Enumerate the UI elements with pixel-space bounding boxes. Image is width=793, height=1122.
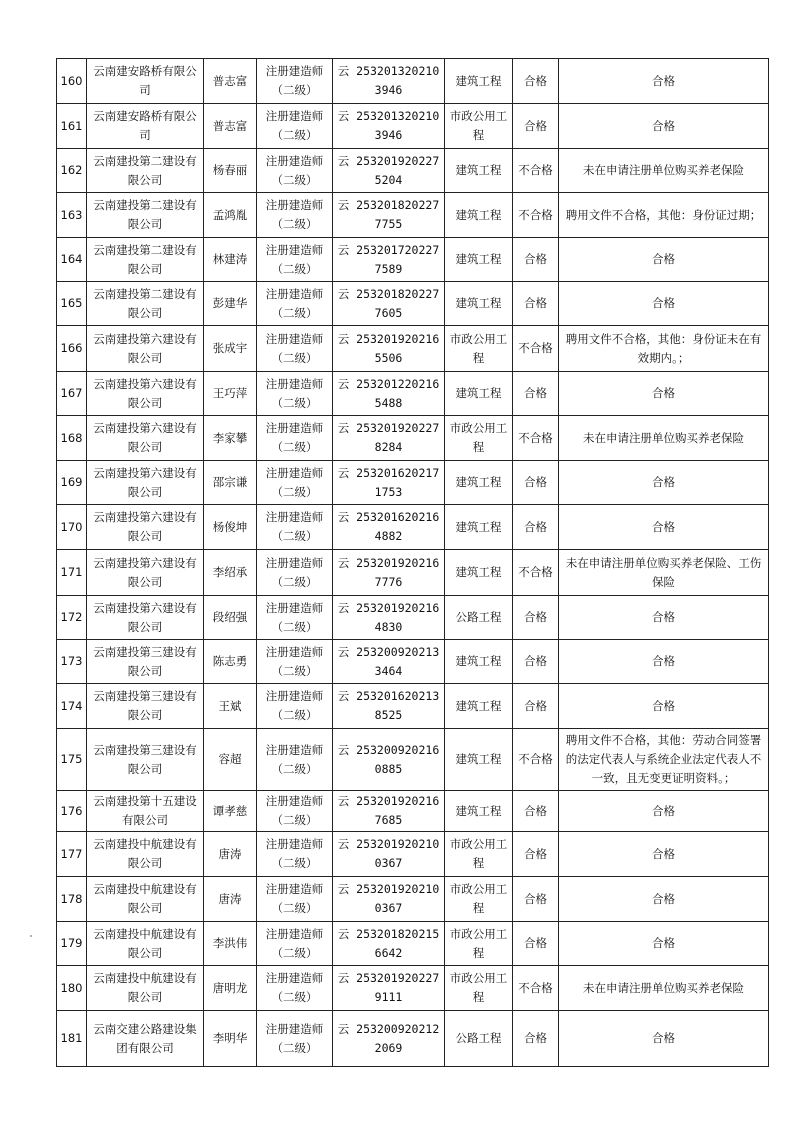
major-cell: 建筑工程 bbox=[445, 193, 513, 238]
person-name-cell: 孟鸿胤 bbox=[204, 193, 257, 238]
remark-cell: 合格 bbox=[559, 684, 769, 729]
company-cell: 云南建投中航建设有限公司 bbox=[87, 922, 204, 966]
company-cell: 云南建安路桥有限公司 bbox=[87, 59, 204, 104]
qualification-cell: 注册建造师（二级） bbox=[257, 791, 333, 832]
result-cell: 合格 bbox=[513, 791, 559, 832]
qualification-cell: 注册建造师（二级） bbox=[257, 282, 333, 326]
remark-cell: 未在申请注册单位购买养老保险、工伤保险 bbox=[559, 550, 769, 596]
qualification-cell: 注册建造师（二级） bbox=[257, 684, 333, 729]
row-number: 179 bbox=[57, 922, 87, 966]
company-cell: 云南建投第六建设有限公司 bbox=[87, 550, 204, 596]
table-row bbox=[57, 791, 769, 832]
table-row bbox=[57, 877, 769, 922]
table-row bbox=[57, 550, 769, 596]
person-name-cell: 普志富 bbox=[204, 104, 257, 149]
qualification-cell: 注册建造师（二级） bbox=[257, 1011, 333, 1067]
major-cell: 建筑工程 bbox=[445, 550, 513, 596]
certificate-number-cell: 云 2532013202103946 bbox=[333, 104, 445, 149]
company-cell: 云南建投第六建设有限公司 bbox=[87, 326, 204, 372]
result-cell: 合格 bbox=[513, 922, 559, 966]
remark-cell: 未在申请注册单位购买养老保险 bbox=[559, 966, 769, 1011]
certificate-number-cell: 云 2532019202100367 bbox=[333, 832, 445, 877]
certificate-number-cell: 云 2532019202167685 bbox=[333, 791, 445, 832]
qualification-cell: 注册建造师（二级） bbox=[257, 505, 333, 550]
major-cell: 公路工程 bbox=[445, 1011, 513, 1067]
result-cell: 合格 bbox=[513, 877, 559, 922]
result-cell: 合格 bbox=[513, 505, 559, 550]
table-row bbox=[57, 149, 769, 193]
certificate-number-cell: 云 2532019202164830 bbox=[333, 596, 445, 640]
company-cell: 云南建投第三建设有限公司 bbox=[87, 684, 204, 729]
qualification-cell: 注册建造师（二级） bbox=[257, 416, 333, 461]
table-row bbox=[57, 966, 769, 1011]
result-cell: 合格 bbox=[513, 104, 559, 149]
result-cell: 不合格 bbox=[513, 966, 559, 1011]
company-cell: 云南建投第二建设有限公司 bbox=[87, 193, 204, 238]
certificate-number-cell: 云 2532019202279111 bbox=[333, 966, 445, 1011]
person-name-cell: 王巧萍 bbox=[204, 372, 257, 416]
result-cell: 合格 bbox=[513, 461, 559, 505]
major-cell: 市政公用工程 bbox=[445, 966, 513, 1011]
row-number: 178 bbox=[57, 877, 87, 922]
scan-speck bbox=[30, 935, 32, 937]
row-number: 166 bbox=[57, 326, 87, 372]
major-cell: 建筑工程 bbox=[445, 238, 513, 282]
company-cell: 云南建安路桥有限公司 bbox=[87, 104, 204, 149]
company-cell: 云南建投第六建设有限公司 bbox=[87, 372, 204, 416]
table-row bbox=[57, 282, 769, 326]
certificate-number-cell: 云 2532019202278284 bbox=[333, 416, 445, 461]
qualification-cell: 注册建造师（二级） bbox=[257, 877, 333, 922]
result-cell: 合格 bbox=[513, 238, 559, 282]
person-name-cell: 李绍承 bbox=[204, 550, 257, 596]
table-row bbox=[57, 104, 769, 149]
person-name-cell: 容超 bbox=[204, 729, 257, 791]
person-name-cell: 彭建华 bbox=[204, 282, 257, 326]
row-number: 177 bbox=[57, 832, 87, 877]
row-number: 162 bbox=[57, 149, 87, 193]
company-cell: 云南建投第六建设有限公司 bbox=[87, 505, 204, 550]
qualification-cell: 注册建造师（二级） bbox=[257, 104, 333, 149]
row-number: 168 bbox=[57, 416, 87, 461]
major-cell: 建筑工程 bbox=[445, 461, 513, 505]
result-cell: 合格 bbox=[513, 832, 559, 877]
person-name-cell: 唐涛 bbox=[204, 832, 257, 877]
certificate-number-cell: 云 2532018202277755 bbox=[333, 193, 445, 238]
row-number: 164 bbox=[57, 238, 87, 282]
remark-cell: 未在申请注册单位购买养老保险 bbox=[559, 416, 769, 461]
certificate-number-cell: 云 2532009202122069 bbox=[333, 1011, 445, 1067]
result-cell: 合格 bbox=[513, 1011, 559, 1067]
row-number: 175 bbox=[57, 729, 87, 791]
company-cell: 云南建投第二建设有限公司 bbox=[87, 238, 204, 282]
result-cell: 合格 bbox=[513, 596, 559, 640]
remark-cell: 合格 bbox=[559, 238, 769, 282]
result-cell: 合格 bbox=[513, 59, 559, 104]
result-cell: 合格 bbox=[513, 640, 559, 684]
certificate-number-cell: 云 2532019202165506 bbox=[333, 326, 445, 372]
major-cell: 市政公用工程 bbox=[445, 416, 513, 461]
table-row bbox=[57, 238, 769, 282]
remark-cell: 合格 bbox=[559, 596, 769, 640]
remark-cell: 合格 bbox=[559, 372, 769, 416]
result-cell: 不合格 bbox=[513, 326, 559, 372]
row-number: 173 bbox=[57, 640, 87, 684]
table-row bbox=[57, 729, 769, 791]
qualification-cell: 注册建造师（二级） bbox=[257, 832, 333, 877]
major-cell: 市政公用工程 bbox=[445, 832, 513, 877]
row-number: 165 bbox=[57, 282, 87, 326]
major-cell: 建筑工程 bbox=[445, 640, 513, 684]
company-cell: 云南建投第六建设有限公司 bbox=[87, 461, 204, 505]
person-name-cell: 杨俊坤 bbox=[204, 505, 257, 550]
certificate-number-cell: 云 2532016202164882 bbox=[333, 505, 445, 550]
table-row bbox=[57, 922, 769, 966]
result-cell: 不合格 bbox=[513, 550, 559, 596]
table-row bbox=[57, 1011, 769, 1067]
major-cell: 市政公用工程 bbox=[445, 877, 513, 922]
certificate-number-cell: 云 2532019202167776 bbox=[333, 550, 445, 596]
company-cell: 云南建投第三建设有限公司 bbox=[87, 729, 204, 791]
major-cell: 建筑工程 bbox=[445, 791, 513, 832]
company-cell: 云南建投第六建设有限公司 bbox=[87, 596, 204, 640]
qualification-cell: 注册建造师（二级） bbox=[257, 238, 333, 282]
person-name-cell: 唐涛 bbox=[204, 877, 257, 922]
major-cell: 市政公用工程 bbox=[445, 104, 513, 149]
qualification-cell: 注册建造师（二级） bbox=[257, 550, 333, 596]
certificate-number-cell: 云 2532017202277589 bbox=[333, 238, 445, 282]
person-name-cell: 王斌 bbox=[204, 684, 257, 729]
person-name-cell: 邵宗谦 bbox=[204, 461, 257, 505]
row-number: 172 bbox=[57, 596, 87, 640]
certificate-number-cell: 云 2532009202160885 bbox=[333, 729, 445, 791]
certificate-number-cell: 云 2532019202275204 bbox=[333, 149, 445, 193]
row-number: 181 bbox=[57, 1011, 87, 1067]
major-cell: 公路工程 bbox=[445, 596, 513, 640]
major-cell: 建筑工程 bbox=[445, 149, 513, 193]
certificate-number-cell: 云 2532013202103946 bbox=[333, 59, 445, 104]
result-cell: 合格 bbox=[513, 372, 559, 416]
company-cell: 云南建投第二建设有限公司 bbox=[87, 282, 204, 326]
remark-cell: 合格 bbox=[559, 877, 769, 922]
table-row bbox=[57, 59, 769, 104]
remark-cell: 合格 bbox=[559, 791, 769, 832]
row-number: 167 bbox=[57, 372, 87, 416]
major-cell: 市政公用工程 bbox=[445, 326, 513, 372]
major-cell: 建筑工程 bbox=[445, 59, 513, 104]
major-cell: 建筑工程 bbox=[445, 372, 513, 416]
major-cell: 建筑工程 bbox=[445, 505, 513, 550]
row-number: 170 bbox=[57, 505, 87, 550]
qualification-cell: 注册建造师（二级） bbox=[257, 596, 333, 640]
qualification-cell: 注册建造师（二级） bbox=[257, 729, 333, 791]
table-row bbox=[57, 193, 769, 238]
qualification-cell: 注册建造师（二级） bbox=[257, 193, 333, 238]
remark-cell: 合格 bbox=[559, 461, 769, 505]
row-number: 174 bbox=[57, 684, 87, 729]
table-row bbox=[57, 461, 769, 505]
company-cell: 云南建投第十五建设有限公司 bbox=[87, 791, 204, 832]
certificate-number-cell: 云 2532018202156642 bbox=[333, 922, 445, 966]
major-cell: 建筑工程 bbox=[445, 729, 513, 791]
table-row bbox=[57, 326, 769, 372]
result-cell: 不合格 bbox=[513, 149, 559, 193]
result-cell: 合格 bbox=[513, 282, 559, 326]
company-cell: 云南建投第六建设有限公司 bbox=[87, 416, 204, 461]
row-number: 169 bbox=[57, 461, 87, 505]
certificate-number-cell: 云 2532019202100367 bbox=[333, 877, 445, 922]
major-cell: 建筑工程 bbox=[445, 282, 513, 326]
person-name-cell: 张成宇 bbox=[204, 326, 257, 372]
person-name-cell: 谭孝慈 bbox=[204, 791, 257, 832]
row-number: 161 bbox=[57, 104, 87, 149]
remark-cell: 聘用文件不合格，其他：身份证过期； bbox=[559, 193, 769, 238]
remark-cell: 合格 bbox=[559, 832, 769, 877]
result-cell: 合格 bbox=[513, 684, 559, 729]
person-name-cell: 李家攀 bbox=[204, 416, 257, 461]
remark-cell: 合格 bbox=[559, 640, 769, 684]
row-number: 171 bbox=[57, 550, 87, 596]
table-row bbox=[57, 832, 769, 877]
remark-cell: 合格 bbox=[559, 922, 769, 966]
remark-cell: 聘用文件不合格，其他：身份证未在有效期内。； bbox=[559, 326, 769, 372]
certificate-number-cell: 云 2532009202133464 bbox=[333, 640, 445, 684]
result-cell: 不合格 bbox=[513, 193, 559, 238]
person-name-cell: 段绍强 bbox=[204, 596, 257, 640]
person-name-cell: 李洪伟 bbox=[204, 922, 257, 966]
person-name-cell: 杨春丽 bbox=[204, 149, 257, 193]
row-number: 176 bbox=[57, 791, 87, 832]
result-cell: 不合格 bbox=[513, 729, 559, 791]
major-cell: 市政公用工程 bbox=[445, 922, 513, 966]
qualification-cell: 注册建造师（二级） bbox=[257, 966, 333, 1011]
table-row bbox=[57, 640, 769, 684]
certificate-number-cell: 云 2532018202277605 bbox=[333, 282, 445, 326]
person-name-cell: 陈志勇 bbox=[204, 640, 257, 684]
remark-cell: 聘用文件不合格，其他：劳动合同签署的法定代表人与系统企业法定代表人不一致，且无变更证明资料。； bbox=[559, 729, 769, 791]
remark-cell: 合格 bbox=[559, 59, 769, 104]
remark-cell: 合格 bbox=[559, 505, 769, 550]
table-row bbox=[57, 372, 769, 416]
certificate-number-cell: 云 2532016202171753 bbox=[333, 461, 445, 505]
remark-cell: 合格 bbox=[559, 282, 769, 326]
qualification-cell: 注册建造师（二级） bbox=[257, 149, 333, 193]
major-cell: 建筑工程 bbox=[445, 684, 513, 729]
table-row bbox=[57, 596, 769, 640]
company-cell: 云南交建公路建设集团有限公司 bbox=[87, 1011, 204, 1067]
qualification-cell: 注册建造师（二级） bbox=[257, 59, 333, 104]
company-cell: 云南建投中航建设有限公司 bbox=[87, 966, 204, 1011]
remark-cell: 未在申请注册单位购买养老保险 bbox=[559, 149, 769, 193]
certificate-number-cell: 云 2532016202138525 bbox=[333, 684, 445, 729]
row-number: 160 bbox=[57, 59, 87, 104]
row-number: 163 bbox=[57, 193, 87, 238]
result-cell: 不合格 bbox=[513, 416, 559, 461]
remark-cell: 合格 bbox=[559, 104, 769, 149]
person-name-cell: 林建涛 bbox=[204, 238, 257, 282]
row-number: 180 bbox=[57, 966, 87, 1011]
certificate-number-cell: 云 2532012202165488 bbox=[333, 372, 445, 416]
company-cell: 云南建投第二建设有限公司 bbox=[87, 149, 204, 193]
qualification-cell: 注册建造师（二级） bbox=[257, 372, 333, 416]
person-name-cell: 普志富 bbox=[204, 59, 257, 104]
table-row bbox=[57, 416, 769, 461]
company-cell: 云南建投第三建设有限公司 bbox=[87, 640, 204, 684]
registration-review-table bbox=[56, 58, 769, 1067]
person-name-cell: 李明华 bbox=[204, 1011, 257, 1067]
qualification-cell: 注册建造师（二级） bbox=[257, 640, 333, 684]
table-row bbox=[57, 505, 769, 550]
qualification-cell: 注册建造师（二级） bbox=[257, 922, 333, 966]
company-cell: 云南建投中航建设有限公司 bbox=[87, 877, 204, 922]
table-row bbox=[57, 684, 769, 729]
company-cell: 云南建投中航建设有限公司 bbox=[87, 832, 204, 877]
qualification-cell: 注册建造师（二级） bbox=[257, 461, 333, 505]
remark-cell: 合格 bbox=[559, 1011, 769, 1067]
person-name-cell: 唐明龙 bbox=[204, 966, 257, 1011]
qualification-cell: 注册建造师（二级） bbox=[257, 326, 333, 372]
